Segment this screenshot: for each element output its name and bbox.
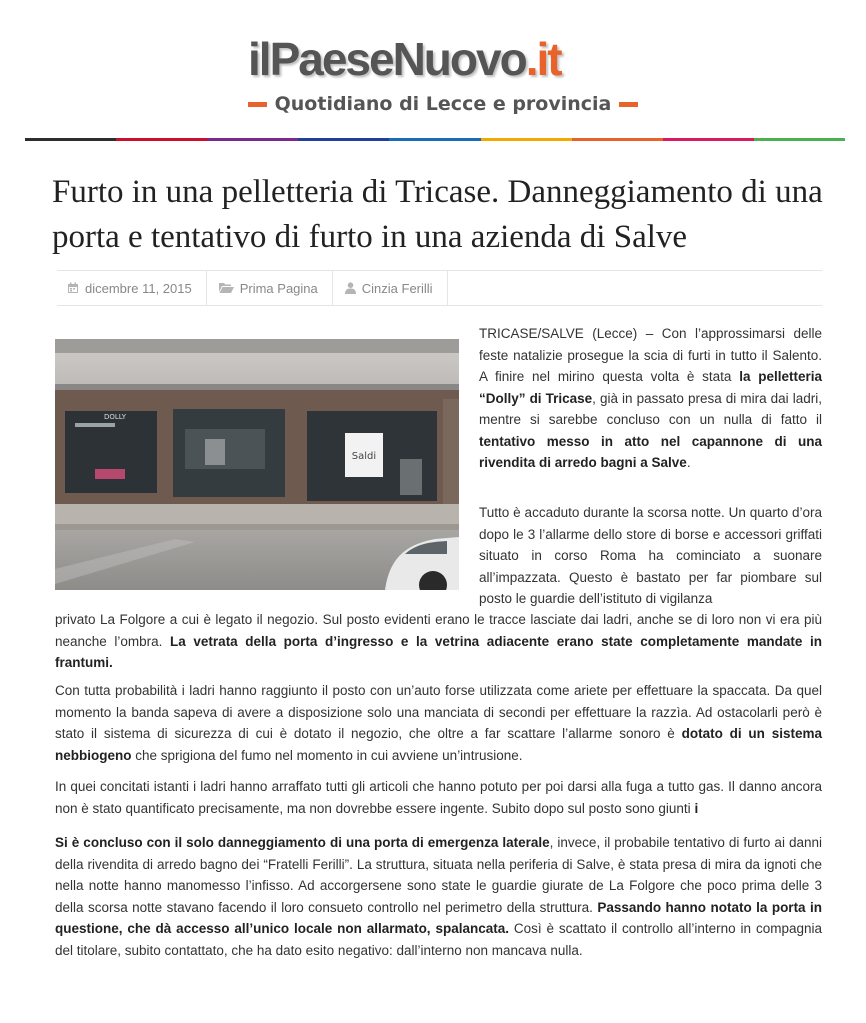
p1-text-2: , già in passato presa di mira dai ladri, mentre si sarebbe concluso con un nulla di fatto il [479, 390, 822, 427]
logo-part-name: PaeseNuovo [269, 33, 526, 85]
logo-wordmark [248, 34, 561, 84]
tagline-bar-left [248, 102, 267, 107]
meta-category-link[interactable]: Prima Pagina [239, 280, 318, 296]
logo-tagline: Quotidiano di Lecce e provincia [274, 93, 612, 115]
stripe-segment [389, 138, 480, 141]
stripe-segment [481, 138, 572, 141]
paragraph-two-top [479, 502, 822, 610]
poster-text: Saldi [351, 451, 377, 462]
article-title: Furto in una pelletteria di Tricase. Danneggiamento di una porta e tentativo di furto in una azienda di Salve [52, 174, 823, 255]
shop-storefront-image [55, 339, 459, 590]
stripe-segment [754, 138, 845, 141]
logo-tld: it [536, 33, 561, 85]
logo-part-il: il [248, 33, 270, 85]
p5-text-2: Così è scattato il controllo all’interno in compagnia del titolare, subito contattato, che ha dato esito negativo: dall’interno non mancava nulla. [55, 921, 822, 958]
shop-sign-text: DOLLY [103, 413, 127, 421]
user-icon [345, 282, 356, 294]
p5-text-1: , invece, il probabile tentativo di furto ai danni della rivendita di arredo bagno dei “Fratelli Ferilli”. La struttura, situata nella periferia di Salve, è stata presa di mira da ignoti che nella notte hanno manomesso l’infisso. Ad accorgersene sono state le guardie giurate de La Folgore che poco prima delle 3 della scorsa notte stavano facendo il loro consueto controllo nel perimetro della struttura. [55, 835, 822, 915]
stripe-segment [298, 138, 389, 141]
p2-text-2: privato La Folgore a cui è legato il negozio. Sul posto evidenti erano le tracce lasciate dai ladri, anche se di loro non vi era più neanche l’ombra. [55, 612, 822, 649]
paragraph-five [55, 832, 822, 961]
p1-text-3: . [686, 455, 691, 470]
color-stripe-divider [25, 138, 845, 141]
paragraph-two-bottom [55, 609, 822, 674]
stripe-segment [572, 138, 663, 141]
paragraph-intro [479, 323, 822, 474]
calendar-icon [67, 282, 79, 294]
logo-dot: . [525, 33, 537, 85]
p1-bold-1: la pelletteria “Dolly” di Tricase [479, 369, 822, 406]
meta-date[interactable] [57, 271, 207, 305]
p4-text-1: In quei concitati istanti i ladri hanno arraffato tutti gli articoli che hanno potuto per poi darsi alla fuga a tutto gas. Il danno ancora non è stato quantificato precisamente, ma non dovrebbe essere ingente. Subito dopo sul posto sono giunti [55, 779, 822, 816]
folder-open-icon [219, 282, 234, 294]
article-meta-bar [57, 270, 822, 306]
logo-tagline-row [248, 90, 638, 118]
p2-bold-1: La vetrata della porta d’ingresso e la vetrina adiacente erano state completamente mandate in frantumi. [55, 633, 822, 670]
meta-category[interactable] [207, 271, 333, 305]
p3-bold-1: dotato di un sistema nebbiogeno [55, 726, 823, 763]
p5-bold-1: Si è concluso con il solo danneggiamento di una porta di emergenza laterale [55, 835, 550, 850]
p3-text-2: che sprigiona del fumo nel momento in cui avviene un’intrusione. [131, 747, 523, 763]
stripe-segment [25, 138, 116, 141]
stripe-segment [207, 138, 298, 141]
p5-bold-2: Passando hanno notato la porta in questione, che dà accesso all’unico locale non allarmato, spalancata. [55, 899, 822, 936]
meta-date-text: dicembre 11, 2015 [85, 280, 192, 296]
tagline-bar-right [619, 102, 638, 107]
stripe-segment [663, 138, 754, 141]
p2-text-1: Tutto è accaduto durante la scorsa notte. Un quarto d’ora dopo le 3 l’allarme dello store di borse e accessori griffati situato in corso Roma ha cominciato a suonare all’impazzata. Questo è bastato per far piombare sul posto le guardie dell’istituto di vigilanza [479, 505, 822, 606]
p1-text-1: TRICASE/SALVE (Lecce) – Con l’approssimarsi delle feste natalizie prosegue la scia di furti in tutto il Salento. A finire nel mirino questa volta è stata [479, 326, 822, 384]
p3-text-1: Con tutta probabilità i ladri hanno raggiunto il posto con un’auto forse utilizzata come ariete per effettuare la spaccata. Da quel momento la banda sapeva di avere a disposizione solo una manciata di secondi per effettuare la razzìa. Ad ostacolarli però è stato il sistema di sicurezza di cui è dotato il negozio, che oltre a far scattare l’allarme sonoro è [55, 683, 822, 741]
stripe-segment [116, 138, 207, 141]
p4-bold-1: i [694, 800, 699, 816]
paragraph-four [55, 776, 822, 819]
meta-author[interactable] [333, 271, 448, 305]
p1-bold-2: tentativo messo in atto nel capannone di una rivendita di arredo bagni a Salve [479, 433, 822, 470]
article-photo[interactable] [55, 339, 459, 590]
paragraph-three [55, 680, 822, 766]
meta-author-link[interactable]: Cinzia Ferilli [361, 280, 433, 296]
site-logo[interactable] [248, 34, 638, 122]
